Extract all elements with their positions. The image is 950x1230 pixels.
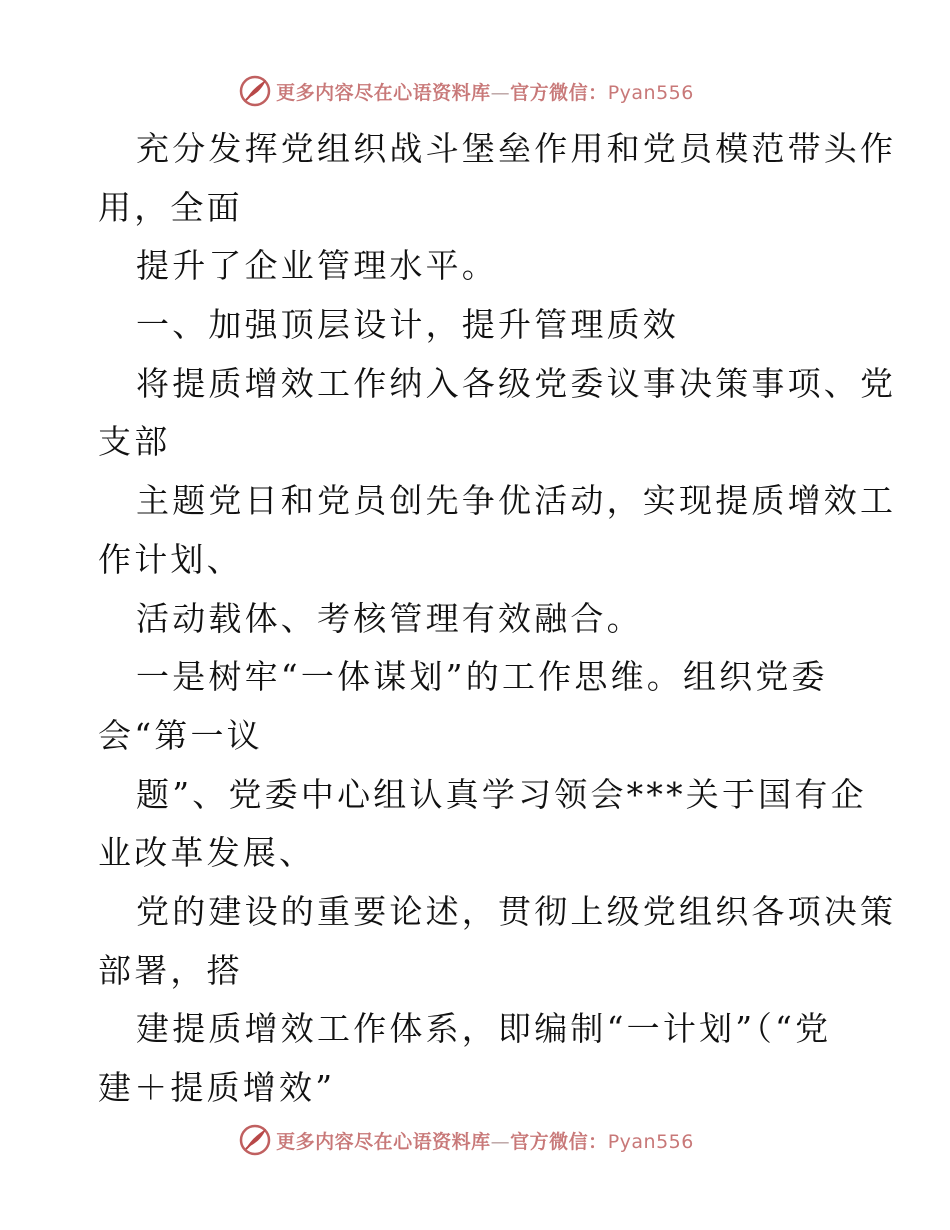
text-line: 一是树牢“一体谋划”的工作思维。组织党委	[136, 657, 828, 697]
text-line: 主题党日和党员创先争优活动，实现提质增效工	[136, 481, 897, 521]
text-line: 建提质增效工作体系，即编制“一计划”（“党	[136, 1009, 832, 1049]
quill-logo-icon	[238, 74, 272, 108]
watermark-text: 更多内容尽在心语资料库—官方微信：Pyan556	[276, 81, 694, 104]
watermark-header	[0, 71, 950, 111]
text-line: 充分发挥党组织战斗堡垒作用和党员模范带头作	[136, 129, 897, 168]
watermark-text: 更多内容尽在心语资料库—官方微信：Pyan556	[276, 1130, 694, 1153]
text-line: 题”、党委中心组认真学习领会***关于国有企	[136, 774, 867, 814]
text-line: 将提质增效工作纳入各级党委议事决策事项、党	[136, 363, 897, 403]
text-line: 用，全面	[98, 187, 243, 227]
text-line: 活动载体、考核管理有效融合。	[136, 598, 643, 638]
text-line: 建＋提质增效”	[98, 1068, 336, 1107]
text-line: 会“第一议	[98, 715, 263, 755]
text-line: 作计划、	[98, 539, 243, 579]
text-line: 党的建设的重要论述，贯彻上级党组织各项决策	[136, 891, 897, 931]
text-line: 部署，搭	[98, 950, 243, 990]
watermark-footer	[0, 1120, 950, 1160]
text-line: 业改革发展、	[98, 833, 316, 873]
quill-logo-icon	[238, 1123, 272, 1157]
section-heading: 一、加强顶层设计，提升管理质效	[136, 305, 679, 345]
document-body	[98, 120, 897, 1118]
text-line: 支部	[98, 422, 171, 462]
text-line: 提升了企业管理水平。	[136, 246, 498, 286]
